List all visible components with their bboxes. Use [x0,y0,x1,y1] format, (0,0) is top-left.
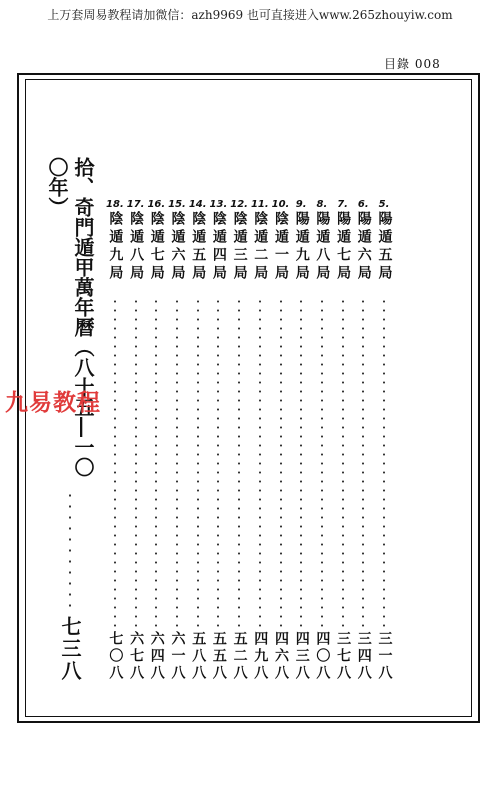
dot-leader [342,297,344,627]
running-head: 目錄 008 [384,57,441,71]
entry-number: 11. [250,199,269,210]
dot-leader [238,297,240,627]
chapter-title: 拾、奇門遁甲萬年曆（八十五―一〇〇年） [45,157,95,477]
entry-page-number: 五二八 [231,631,248,682]
entry-number: 10. [271,199,290,210]
toc-entry [272,199,290,682]
dot-leader [217,297,219,627]
entry-number: 8. [316,199,328,210]
toc-entry [354,199,372,682]
entry-title: 陽遁七局 [335,211,352,283]
entry-page-number: 三四八 [355,631,372,682]
entry-page-number: 四〇八 [314,631,331,682]
entry-page-number: 六四八 [148,631,165,682]
entry-title: 陰遁六局 [169,211,186,283]
entry-number: 9. [295,199,307,210]
entry-title: 陽遁九局 [293,211,310,283]
entry-title: 陽遁八局 [314,211,331,283]
dot-leader [176,297,178,627]
entry-page-number: 七〇八 [107,631,124,682]
entry-title: 陽遁六局 [355,211,372,283]
entry-page-number: 五八八 [190,631,207,682]
entry-page-number: 五五八 [210,631,227,682]
toc-entry [168,199,186,682]
dot-leader [114,297,116,627]
dot-leader [300,297,302,627]
dot-leader [383,297,385,627]
toc-entry [251,199,269,682]
entry-number: 5. [378,199,390,210]
entry-title: 陽遁五局 [376,211,393,283]
toc-entry [127,199,145,682]
entry-page-number: 四九八 [252,631,269,682]
toc-entry [209,199,227,682]
toc-entry [189,199,207,682]
toc-entry [292,199,310,682]
chapter-page-number: 七三八 [58,616,82,682]
dot-leader [155,297,157,627]
toc-entry [106,199,124,682]
entry-page-number: 三一八 [376,631,393,682]
entry-title: 陰遁七局 [148,211,165,283]
entry-title: 陰遁二局 [252,211,269,283]
toc-entry [147,199,165,682]
dot-leader [362,297,364,627]
dot-leader [135,297,137,627]
dot-leader [321,297,323,627]
entry-number: 18. [106,199,124,210]
toc-entry [313,199,331,682]
entry-page-number: 四六八 [273,631,289,682]
entry-title: 陰遁三局 [231,211,248,283]
entry-number: 12. [230,199,248,210]
entry-number: 15. [168,199,186,210]
entry-number: 13. [209,199,228,210]
entry-title: 陰遁九局 [107,211,124,283]
toc-entry [375,199,393,682]
dot-leader [259,297,261,627]
toc-entry [230,199,248,682]
watermark-text: 九易教程 [5,390,101,416]
entry-page-number: 六七八 [128,631,145,682]
entry-title: 陰遁五局 [190,211,207,283]
entry-number: 14. [188,199,207,210]
dot-leader [197,297,199,627]
entry-page-number: 六一八 [169,631,186,682]
dot-leader [280,297,282,627]
entry-number: 17. [126,199,145,210]
entry-title: 陰遁八局 [128,211,145,283]
entry-title: 陰遁四局 [210,211,227,283]
entry-number: 7. [337,199,348,210]
entry-number: 6. [357,199,369,210]
entry-page-number: 四三八 [293,631,310,682]
entry-page-number: 三七八 [335,631,352,682]
entry-number: 16. [147,199,166,210]
dot-leader [69,490,71,612]
promo-banner: 上万套周易教程请加微信：azh9969 也可直接进入www.265zhouyiw.com [47,8,453,22]
entry-title: 陰遁一局 [273,211,289,283]
toc-entry [334,199,352,682]
